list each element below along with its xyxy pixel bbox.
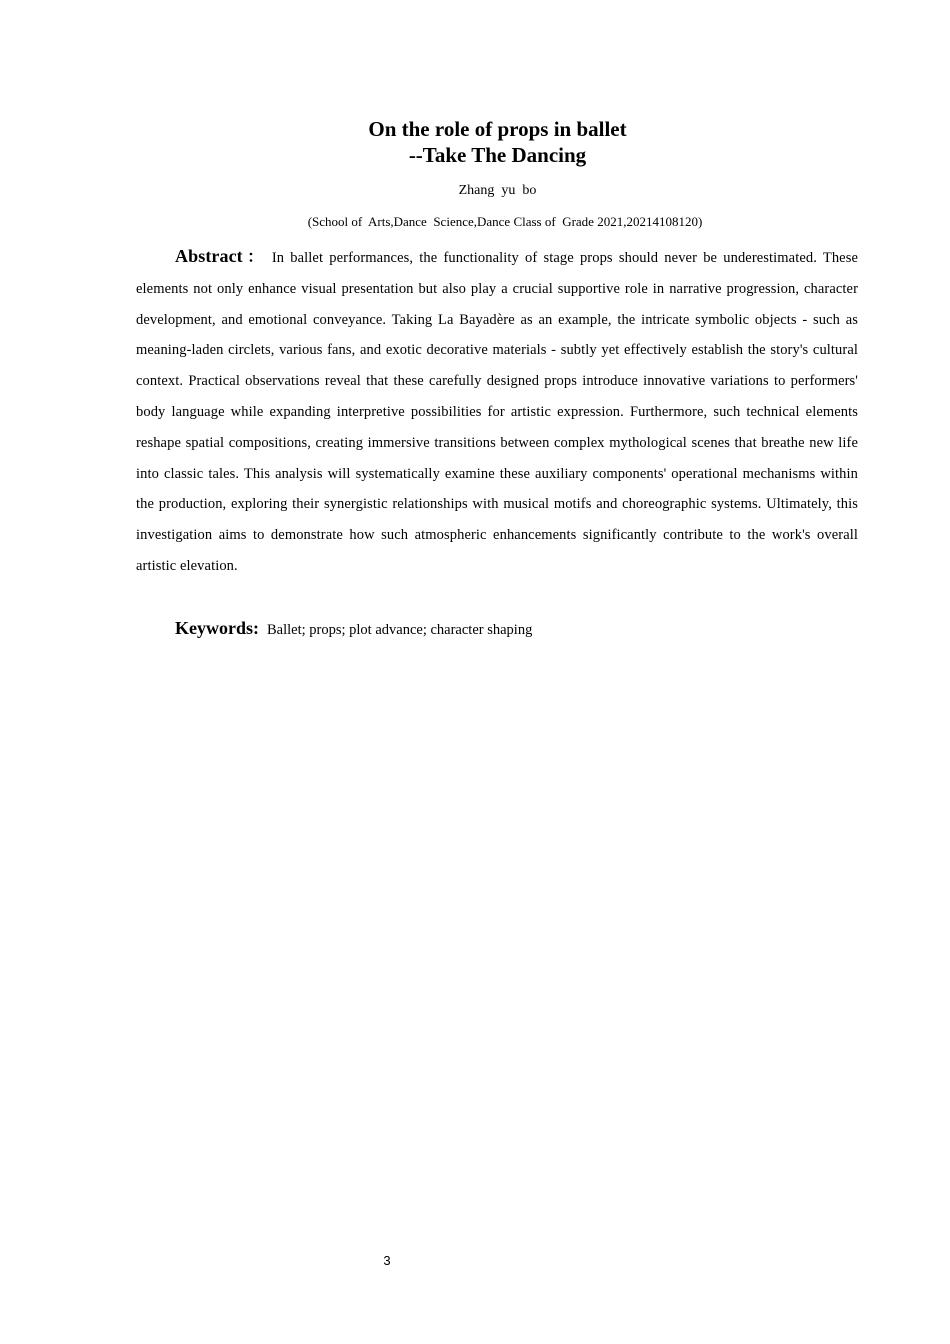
keywords-text: Ballet; props; plot advance; character shaping [267,622,533,638]
keywords-line [175,615,532,643]
keywords-label: Keywords: [175,618,259,638]
paper-title [0,116,950,168]
title-line-main: On the role of props in ballet [368,117,627,141]
title-line-subtitle: --Take The Dancing [408,143,587,167]
abstract-label: Abstract [175,246,243,266]
author-affiliation: (School of Arts,Dance Science,Dance Class of Grade 2021,20214108120) [307,214,703,229]
page-number: 3 [383,1253,391,1268]
abstract-text: In ballet performances, the functionality of stage props should never be underestimated. These elements not only enhance visual presentation but also play a crucial supportive role in narrative progression, character development, and emotional conveyance. Taking La Bayadère as an example, the intricate symbolic objects - such as meaning-laden circlets, various fans, and exotic decorative materials - subtly yet effectively establish the story's cultural context. Practical observations reveal that these carefully designed props introduce innovative variations to performers' body language while expanding interpretive possibilities for artistic expression. Furthermore, such technical elements reshape spatial compositions, creating immersive transitions between complex mythological scenes that breathe new life into classic tales. This analysis will systematically examine these auxiliary components' operational mechanisms within the production, exploring their synergistic relationships with musical motifs and choreographic systems. Ultimately, this investigation aims to demonstrate how such atmospheric enhancements significantly contribute to the work's overall artistic elevation. [136,250,858,574]
abstract-colon: ： [244,249,266,266]
author-name: Zhang yu bo [458,183,537,198]
abstract-paragraph [136,241,858,582]
